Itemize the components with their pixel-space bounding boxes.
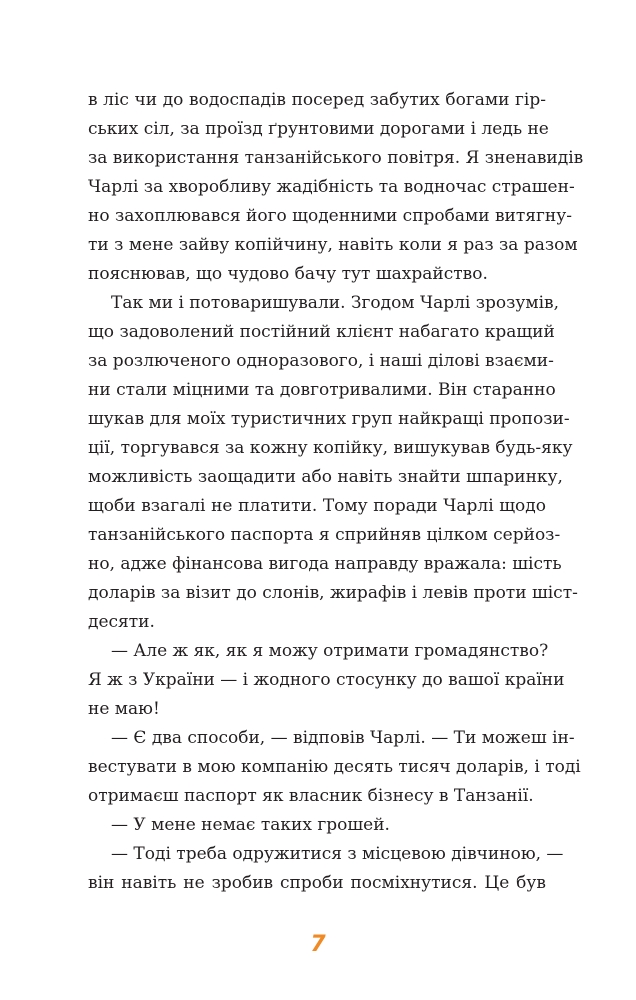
text-line: вестувати в мою компанію десять тисяч доларів, і тоді — [88, 757, 581, 777]
text-line: отримаєш паспорт як власник бізнесу в Танзанії. — [88, 786, 534, 806]
text-line: шукав для моїх туристичних груп найкращі пропози- — [88, 409, 570, 429]
text-line: — Тоді треба одружитися з місцевою дівчиною, — — [111, 844, 564, 864]
text-line: можливість заощадити або навіть знайти шпаринку, — [88, 467, 563, 487]
text-line: пояснював, що чудово бачу тут шахрайство. — [88, 264, 488, 284]
text-line: ських сіл, за проїзд ґрунтовими дорогами і ледь не — [88, 119, 549, 139]
text-line: за розлюченого одноразового, і наші ділові взаєми- — [88, 351, 554, 371]
text-line: за використання танзанійського повітря. Я зненавидів — [88, 148, 584, 168]
text-line: ти з мене зайву копійчину, навіть коли я раз за разом — [88, 235, 578, 255]
text-line: що задоволений постійний клієнт набагато кращий — [88, 322, 555, 342]
body-text — [88, 86, 584, 898]
text-line: танзанійського паспорта я сприйняв цілком серйоз- — [88, 525, 561, 545]
text-line: — У мене немає таких грошей. — [111, 815, 390, 835]
text-line: ни стали міцними та довготривалими. Він старанно — [88, 380, 556, 400]
text-line: Чарлі за хворобливу жадібність та водночас страшен- — [88, 177, 575, 197]
text-line: — Але ж як, як я можу отримати громадянство? — [111, 641, 549, 661]
text-line: в ліс чи до водоспадів посеред забутих богами гір- — [88, 90, 546, 110]
text-line: не маю! — [88, 699, 160, 719]
text-line: десяти. — [88, 612, 155, 632]
text-line: но захоплювався його щоденними спробами витягну- — [88, 206, 572, 226]
text-line: доларів за візит до слонів, жирафів і левів проти шіст- — [88, 583, 578, 603]
page-number: 7 — [310, 932, 326, 957]
text-line: Так ми і потоваришували. Згодом Чарлі зрозумів, — [111, 293, 560, 313]
text-line: — Є два способи, — відповів Чарлі. — Ти можеш ін- — [111, 728, 575, 748]
text-line: но, адже фінансова вигода направду вражала: шість — [88, 554, 562, 574]
text-line: ції, торгувався за кожну копійку, вишукував будь-яку — [88, 438, 573, 458]
text-line: щоби взагалі не платити. Тому поради Чарлі щодо — [88, 496, 546, 516]
text-line: Я ж з України — і жодного стосунку до вашої країни — [88, 670, 565, 690]
text-line: він навіть не зробив спроби посміхнутися. Це був — [88, 873, 546, 893]
